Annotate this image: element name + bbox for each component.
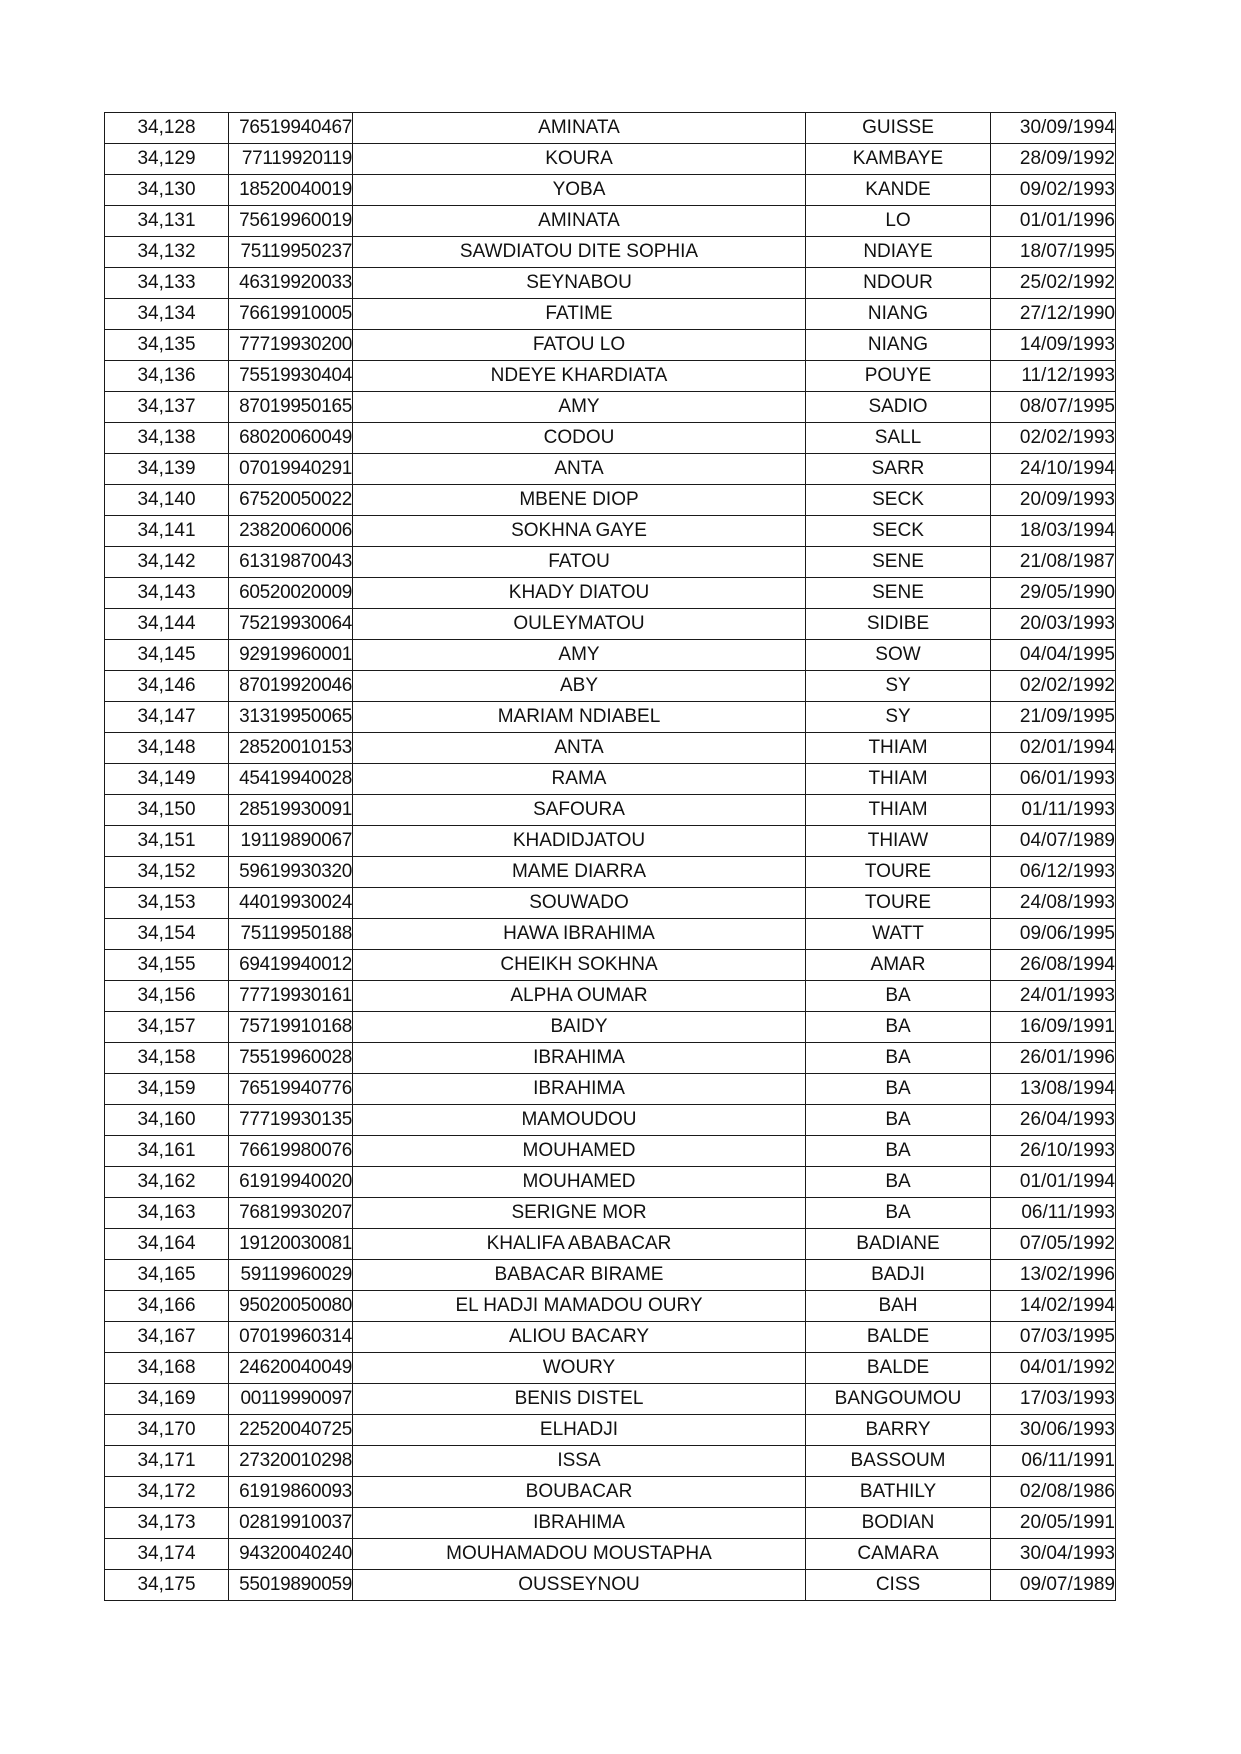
id-number-cell: 87019950165 bbox=[229, 392, 353, 423]
last-name-cell: SY bbox=[806, 671, 991, 702]
birth-date-cell: 02/01/1994 bbox=[991, 733, 1116, 764]
row-number-cell: 34,159 bbox=[105, 1074, 229, 1105]
first-name-cell: YOBA bbox=[353, 175, 806, 206]
first-name-cell: AMY bbox=[353, 392, 806, 423]
row-number-cell: 34,134 bbox=[105, 299, 229, 330]
first-name-cell: FATOU LO bbox=[353, 330, 806, 361]
last-name-cell: SECK bbox=[806, 485, 991, 516]
last-name-cell: BA bbox=[806, 1136, 991, 1167]
first-name-cell: MOUHAMADOU MOUSTAPHA bbox=[353, 1539, 806, 1570]
row-number-cell: 34,158 bbox=[105, 1043, 229, 1074]
last-name-cell: NIANG bbox=[806, 330, 991, 361]
row-number-cell: 34,174 bbox=[105, 1539, 229, 1570]
first-name-cell: ELHADJI bbox=[353, 1415, 806, 1446]
first-name-cell: EL HADJI MAMADOU OURY bbox=[353, 1291, 806, 1322]
table-row bbox=[105, 392, 1116, 423]
id-number-cell: 59119960029 bbox=[229, 1260, 353, 1291]
table-row bbox=[105, 237, 1116, 268]
birth-date-cell: 26/04/1993 bbox=[991, 1105, 1116, 1136]
table-row bbox=[105, 330, 1116, 361]
id-number-cell: 46319920033 bbox=[229, 268, 353, 299]
row-number-cell: 34,146 bbox=[105, 671, 229, 702]
id-number-cell: 44019930024 bbox=[229, 888, 353, 919]
birth-date-cell: 26/08/1994 bbox=[991, 950, 1116, 981]
first-name-cell: KOURA bbox=[353, 144, 806, 175]
last-name-cell: BA bbox=[806, 1012, 991, 1043]
birth-date-cell: 09/07/1989 bbox=[991, 1570, 1116, 1601]
id-number-cell: 75719910168 bbox=[229, 1012, 353, 1043]
row-number-cell: 34,165 bbox=[105, 1260, 229, 1291]
birth-date-cell: 30/09/1994 bbox=[991, 113, 1116, 144]
id-number-cell: 59619930320 bbox=[229, 857, 353, 888]
id-number-cell: 76519940467 bbox=[229, 113, 353, 144]
id-number-cell: 95020050080 bbox=[229, 1291, 353, 1322]
birth-date-cell: 13/08/1994 bbox=[991, 1074, 1116, 1105]
id-number-cell: 31319950065 bbox=[229, 702, 353, 733]
table-row bbox=[105, 516, 1116, 547]
row-number-cell: 34,157 bbox=[105, 1012, 229, 1043]
row-number-cell: 34,154 bbox=[105, 919, 229, 950]
birth-date-cell: 01/01/1994 bbox=[991, 1167, 1116, 1198]
table-row bbox=[105, 144, 1116, 175]
last-name-cell: THIAW bbox=[806, 826, 991, 857]
birth-date-cell: 01/01/1996 bbox=[991, 206, 1116, 237]
last-name-cell: BA bbox=[806, 1167, 991, 1198]
last-name-cell: THIAM bbox=[806, 764, 991, 795]
table-row bbox=[105, 299, 1116, 330]
table-row bbox=[105, 1012, 1116, 1043]
row-number-cell: 34,140 bbox=[105, 485, 229, 516]
table-row bbox=[105, 1291, 1116, 1322]
id-number-cell: 00119990097 bbox=[229, 1384, 353, 1415]
row-number-cell: 34,150 bbox=[105, 795, 229, 826]
table-row bbox=[105, 361, 1116, 392]
birth-date-cell: 06/11/1991 bbox=[991, 1446, 1116, 1477]
first-name-cell: WOURY bbox=[353, 1353, 806, 1384]
last-name-cell: NDIAYE bbox=[806, 237, 991, 268]
id-number-cell: 92919960001 bbox=[229, 640, 353, 671]
last-name-cell: LO bbox=[806, 206, 991, 237]
first-name-cell: MOUHAMED bbox=[353, 1167, 806, 1198]
id-number-cell: 55019890059 bbox=[229, 1570, 353, 1601]
row-number-cell: 34,163 bbox=[105, 1198, 229, 1229]
first-name-cell: AMINATA bbox=[353, 206, 806, 237]
id-number-cell: 87019920046 bbox=[229, 671, 353, 702]
row-number-cell: 34,130 bbox=[105, 175, 229, 206]
birth-date-cell: 18/07/1995 bbox=[991, 237, 1116, 268]
birth-date-cell: 21/09/1995 bbox=[991, 702, 1116, 733]
last-name-cell: THIAM bbox=[806, 733, 991, 764]
first-name-cell: ABY bbox=[353, 671, 806, 702]
table-row bbox=[105, 1384, 1116, 1415]
birth-date-cell: 27/12/1990 bbox=[991, 299, 1116, 330]
last-name-cell: BATHILY bbox=[806, 1477, 991, 1508]
id-number-cell: 94320040240 bbox=[229, 1539, 353, 1570]
table-row bbox=[105, 578, 1116, 609]
first-name-cell: AMINATA bbox=[353, 113, 806, 144]
id-number-cell: 19119890067 bbox=[229, 826, 353, 857]
first-name-cell: SEYNABOU bbox=[353, 268, 806, 299]
birth-date-cell: 07/03/1995 bbox=[991, 1322, 1116, 1353]
id-number-cell: 61919860093 bbox=[229, 1477, 353, 1508]
first-name-cell: MOUHAMED bbox=[353, 1136, 806, 1167]
last-name-cell: SY bbox=[806, 702, 991, 733]
birth-date-cell: 30/06/1993 bbox=[991, 1415, 1116, 1446]
row-number-cell: 34,153 bbox=[105, 888, 229, 919]
birth-date-cell: 14/02/1994 bbox=[991, 1291, 1116, 1322]
first-name-cell: OUSSEYNOU bbox=[353, 1570, 806, 1601]
first-name-cell: FATIME bbox=[353, 299, 806, 330]
first-name-cell: OULEYMATOU bbox=[353, 609, 806, 640]
id-number-cell: 60520020009 bbox=[229, 578, 353, 609]
table-row bbox=[105, 1446, 1116, 1477]
last-name-cell: AMAR bbox=[806, 950, 991, 981]
first-name-cell: SAFOURA bbox=[353, 795, 806, 826]
id-number-cell: 75519930404 bbox=[229, 361, 353, 392]
row-number-cell: 34,173 bbox=[105, 1508, 229, 1539]
first-name-cell: NDEYE KHARDIATA bbox=[353, 361, 806, 392]
last-name-cell: BODIAN bbox=[806, 1508, 991, 1539]
table-row bbox=[105, 826, 1116, 857]
row-number-cell: 34,161 bbox=[105, 1136, 229, 1167]
table-row bbox=[105, 1353, 1116, 1384]
id-number-cell: 77719930161 bbox=[229, 981, 353, 1012]
last-name-cell: CISS bbox=[806, 1570, 991, 1601]
table-row bbox=[105, 547, 1116, 578]
birth-date-cell: 21/08/1987 bbox=[991, 547, 1116, 578]
table-row bbox=[105, 981, 1116, 1012]
first-name-cell: ANTA bbox=[353, 733, 806, 764]
last-name-cell: BALDE bbox=[806, 1322, 991, 1353]
last-name-cell: SADIO bbox=[806, 392, 991, 423]
birth-date-cell: 20/05/1991 bbox=[991, 1508, 1116, 1539]
table-row bbox=[105, 485, 1116, 516]
roster-table-body bbox=[105, 113, 1116, 1601]
id-number-cell: 45419940028 bbox=[229, 764, 353, 795]
id-number-cell: 07019940291 bbox=[229, 454, 353, 485]
birth-date-cell: 20/09/1993 bbox=[991, 485, 1116, 516]
birth-date-cell: 08/07/1995 bbox=[991, 392, 1116, 423]
row-number-cell: 34,170 bbox=[105, 1415, 229, 1446]
first-name-cell: ALPHA OUMAR bbox=[353, 981, 806, 1012]
row-number-cell: 34,149 bbox=[105, 764, 229, 795]
last-name-cell: GUISSE bbox=[806, 113, 991, 144]
table-row bbox=[105, 1043, 1116, 1074]
birth-date-cell: 02/02/1992 bbox=[991, 671, 1116, 702]
last-name-cell: TOURE bbox=[806, 857, 991, 888]
table-row bbox=[105, 1322, 1116, 1353]
last-name-cell: BADIANE bbox=[806, 1229, 991, 1260]
id-number-cell: 75119950188 bbox=[229, 919, 353, 950]
birth-date-cell: 01/11/1993 bbox=[991, 795, 1116, 826]
first-name-cell: CODOU bbox=[353, 423, 806, 454]
row-number-cell: 34,160 bbox=[105, 1105, 229, 1136]
last-name-cell: BASSOUM bbox=[806, 1446, 991, 1477]
row-number-cell: 34,169 bbox=[105, 1384, 229, 1415]
birth-date-cell: 04/01/1992 bbox=[991, 1353, 1116, 1384]
table-row bbox=[105, 113, 1116, 144]
id-number-cell: 77719930200 bbox=[229, 330, 353, 361]
table-row bbox=[105, 423, 1116, 454]
birth-date-cell: 26/01/1996 bbox=[991, 1043, 1116, 1074]
id-number-cell: 77719930135 bbox=[229, 1105, 353, 1136]
birth-date-cell: 17/03/1993 bbox=[991, 1384, 1116, 1415]
id-number-cell: 24620040049 bbox=[229, 1353, 353, 1384]
first-name-cell: MARIAM NDIABEL bbox=[353, 702, 806, 733]
row-number-cell: 34,136 bbox=[105, 361, 229, 392]
first-name-cell: KHADY DIATOU bbox=[353, 578, 806, 609]
first-name-cell: BOUBACAR bbox=[353, 1477, 806, 1508]
table-row bbox=[105, 1229, 1116, 1260]
table-row bbox=[105, 1570, 1116, 1601]
row-number-cell: 34,144 bbox=[105, 609, 229, 640]
last-name-cell: NIANG bbox=[806, 299, 991, 330]
id-number-cell: 28519930091 bbox=[229, 795, 353, 826]
last-name-cell: BA bbox=[806, 1074, 991, 1105]
row-number-cell: 34,132 bbox=[105, 237, 229, 268]
first-name-cell: ALIOU BACARY bbox=[353, 1322, 806, 1353]
id-number-cell: 77119920119 bbox=[229, 144, 353, 175]
first-name-cell: IBRAHIMA bbox=[353, 1074, 806, 1105]
birth-date-cell: 07/05/1992 bbox=[991, 1229, 1116, 1260]
id-number-cell: 69419940012 bbox=[229, 950, 353, 981]
table-row bbox=[105, 1198, 1116, 1229]
id-number-cell: 27320010298 bbox=[229, 1446, 353, 1477]
birth-date-cell: 02/02/1993 bbox=[991, 423, 1116, 454]
id-number-cell: 19120030081 bbox=[229, 1229, 353, 1260]
id-number-cell: 07019960314 bbox=[229, 1322, 353, 1353]
table-row bbox=[105, 268, 1116, 299]
last-name-cell: TOURE bbox=[806, 888, 991, 919]
birth-date-cell: 24/08/1993 bbox=[991, 888, 1116, 919]
first-name-cell: MBENE DIOP bbox=[353, 485, 806, 516]
id-number-cell: 75619960019 bbox=[229, 206, 353, 237]
row-number-cell: 34,152 bbox=[105, 857, 229, 888]
row-number-cell: 34,172 bbox=[105, 1477, 229, 1508]
first-name-cell: KHADIDJATOU bbox=[353, 826, 806, 857]
row-number-cell: 34,138 bbox=[105, 423, 229, 454]
table-row bbox=[105, 1508, 1116, 1539]
row-number-cell: 34,156 bbox=[105, 981, 229, 1012]
birth-date-cell: 04/07/1989 bbox=[991, 826, 1116, 857]
table-row bbox=[105, 671, 1116, 702]
id-number-cell: 76819930207 bbox=[229, 1198, 353, 1229]
id-number-cell: 28520010153 bbox=[229, 733, 353, 764]
birth-date-cell: 30/04/1993 bbox=[991, 1539, 1116, 1570]
first-name-cell: BENIS DISTEL bbox=[353, 1384, 806, 1415]
birth-date-cell: 20/03/1993 bbox=[991, 609, 1116, 640]
first-name-cell: BABACAR BIRAME bbox=[353, 1260, 806, 1291]
birth-date-cell: 14/09/1993 bbox=[991, 330, 1116, 361]
first-name-cell: MAME DIARRA bbox=[353, 857, 806, 888]
table-row bbox=[105, 764, 1116, 795]
last-name-cell: BA bbox=[806, 1198, 991, 1229]
row-number-cell: 34,147 bbox=[105, 702, 229, 733]
id-number-cell: 02819910037 bbox=[229, 1508, 353, 1539]
row-number-cell: 34,133 bbox=[105, 268, 229, 299]
first-name-cell: ANTA bbox=[353, 454, 806, 485]
first-name-cell: RAMA bbox=[353, 764, 806, 795]
birth-date-cell: 16/09/1991 bbox=[991, 1012, 1116, 1043]
id-number-cell: 23820060006 bbox=[229, 516, 353, 547]
birth-date-cell: 06/01/1993 bbox=[991, 764, 1116, 795]
row-number-cell: 34,142 bbox=[105, 547, 229, 578]
first-name-cell: SERIGNE MOR bbox=[353, 1198, 806, 1229]
last-name-cell: BA bbox=[806, 981, 991, 1012]
last-name-cell: BALDE bbox=[806, 1353, 991, 1384]
last-name-cell: SECK bbox=[806, 516, 991, 547]
first-name-cell: KHALIFA ABABACAR bbox=[353, 1229, 806, 1260]
last-name-cell: BAH bbox=[806, 1291, 991, 1322]
row-number-cell: 34,151 bbox=[105, 826, 229, 857]
last-name-cell: BANGOUMOU bbox=[806, 1384, 991, 1415]
last-name-cell: SENE bbox=[806, 547, 991, 578]
table-row bbox=[105, 640, 1116, 671]
row-number-cell: 34,171 bbox=[105, 1446, 229, 1477]
table-row bbox=[105, 950, 1116, 981]
row-number-cell: 34,129 bbox=[105, 144, 229, 175]
table-row bbox=[105, 888, 1116, 919]
roster-table bbox=[104, 112, 1116, 1601]
id-number-cell: 76519940776 bbox=[229, 1074, 353, 1105]
first-name-cell: SOUWADO bbox=[353, 888, 806, 919]
table-row bbox=[105, 206, 1116, 237]
row-number-cell: 34,168 bbox=[105, 1353, 229, 1384]
first-name-cell: IBRAHIMA bbox=[353, 1508, 806, 1539]
row-number-cell: 34,137 bbox=[105, 392, 229, 423]
birth-date-cell: 24/01/1993 bbox=[991, 981, 1116, 1012]
id-number-cell: 67520050022 bbox=[229, 485, 353, 516]
row-number-cell: 34,175 bbox=[105, 1570, 229, 1601]
row-number-cell: 34,128 bbox=[105, 113, 229, 144]
birth-date-cell: 09/06/1995 bbox=[991, 919, 1116, 950]
birth-date-cell: 28/09/1992 bbox=[991, 144, 1116, 175]
id-number-cell: 68020060049 bbox=[229, 423, 353, 454]
row-number-cell: 34,166 bbox=[105, 1291, 229, 1322]
id-number-cell: 75219930064 bbox=[229, 609, 353, 640]
last-name-cell: NDOUR bbox=[806, 268, 991, 299]
birth-date-cell: 29/05/1990 bbox=[991, 578, 1116, 609]
id-number-cell: 22520040725 bbox=[229, 1415, 353, 1446]
row-number-cell: 34,167 bbox=[105, 1322, 229, 1353]
last-name-cell: SOW bbox=[806, 640, 991, 671]
row-number-cell: 34,141 bbox=[105, 516, 229, 547]
first-name-cell: AMY bbox=[353, 640, 806, 671]
last-name-cell: CAMARA bbox=[806, 1539, 991, 1570]
id-number-cell: 75119950237 bbox=[229, 237, 353, 268]
first-name-cell: SOKHNA GAYE bbox=[353, 516, 806, 547]
row-number-cell: 34,148 bbox=[105, 733, 229, 764]
last-name-cell: POUYE bbox=[806, 361, 991, 392]
table-row bbox=[105, 1136, 1116, 1167]
row-number-cell: 34,164 bbox=[105, 1229, 229, 1260]
last-name-cell: BA bbox=[806, 1043, 991, 1074]
birth-date-cell: 09/02/1993 bbox=[991, 175, 1116, 206]
birth-date-cell: 26/10/1993 bbox=[991, 1136, 1116, 1167]
birth-date-cell: 02/08/1986 bbox=[991, 1477, 1116, 1508]
first-name-cell: IBRAHIMA bbox=[353, 1043, 806, 1074]
table-row bbox=[105, 175, 1116, 206]
id-number-cell: 61319870043 bbox=[229, 547, 353, 578]
birth-date-cell: 24/10/1994 bbox=[991, 454, 1116, 485]
last-name-cell: KANDE bbox=[806, 175, 991, 206]
first-name-cell: MAMOUDOU bbox=[353, 1105, 806, 1136]
first-name-cell: FATOU bbox=[353, 547, 806, 578]
last-name-cell: SARR bbox=[806, 454, 991, 485]
row-number-cell: 34,145 bbox=[105, 640, 229, 671]
birth-date-cell: 06/12/1993 bbox=[991, 857, 1116, 888]
id-number-cell: 76619980076 bbox=[229, 1136, 353, 1167]
last-name-cell: BA bbox=[806, 1105, 991, 1136]
table-row bbox=[105, 702, 1116, 733]
table-row bbox=[105, 1167, 1116, 1198]
first-name-cell: HAWA IBRAHIMA bbox=[353, 919, 806, 950]
row-number-cell: 34,143 bbox=[105, 578, 229, 609]
last-name-cell: SENE bbox=[806, 578, 991, 609]
birth-date-cell: 11/12/1993 bbox=[991, 361, 1116, 392]
birth-date-cell: 18/03/1994 bbox=[991, 516, 1116, 547]
row-number-cell: 34,131 bbox=[105, 206, 229, 237]
table-row bbox=[105, 609, 1116, 640]
id-number-cell: 75519960028 bbox=[229, 1043, 353, 1074]
table-row bbox=[105, 1105, 1116, 1136]
first-name-cell: SAWDIATOU DITE SOPHIA bbox=[353, 237, 806, 268]
birth-date-cell: 25/02/1992 bbox=[991, 268, 1116, 299]
last-name-cell: BADJI bbox=[806, 1260, 991, 1291]
row-number-cell: 34,139 bbox=[105, 454, 229, 485]
birth-date-cell: 06/11/1993 bbox=[991, 1198, 1116, 1229]
last-name-cell: THIAM bbox=[806, 795, 991, 826]
last-name-cell: SIDIBE bbox=[806, 609, 991, 640]
birth-date-cell: 04/04/1995 bbox=[991, 640, 1116, 671]
table-row bbox=[105, 454, 1116, 485]
first-name-cell: CHEIKH SOKHNA bbox=[353, 950, 806, 981]
first-name-cell: ISSA bbox=[353, 1446, 806, 1477]
table-row bbox=[105, 919, 1116, 950]
last-name-cell: BARRY bbox=[806, 1415, 991, 1446]
last-name-cell: SALL bbox=[806, 423, 991, 454]
id-number-cell: 18520040019 bbox=[229, 175, 353, 206]
first-name-cell: BAIDY bbox=[353, 1012, 806, 1043]
table-row bbox=[105, 1415, 1116, 1446]
table-row bbox=[105, 733, 1116, 764]
birth-date-cell: 13/02/1996 bbox=[991, 1260, 1116, 1291]
table-row bbox=[105, 857, 1116, 888]
last-name-cell: WATT bbox=[806, 919, 991, 950]
last-name-cell: KAMBAYE bbox=[806, 144, 991, 175]
row-number-cell: 34,162 bbox=[105, 1167, 229, 1198]
table-row bbox=[105, 795, 1116, 826]
id-number-cell: 76619910005 bbox=[229, 299, 353, 330]
row-number-cell: 34,135 bbox=[105, 330, 229, 361]
table-row bbox=[105, 1074, 1116, 1105]
row-number-cell: 34,155 bbox=[105, 950, 229, 981]
table-row bbox=[105, 1477, 1116, 1508]
table-row bbox=[105, 1260, 1116, 1291]
id-number-cell: 61919940020 bbox=[229, 1167, 353, 1198]
table-row bbox=[105, 1539, 1116, 1570]
